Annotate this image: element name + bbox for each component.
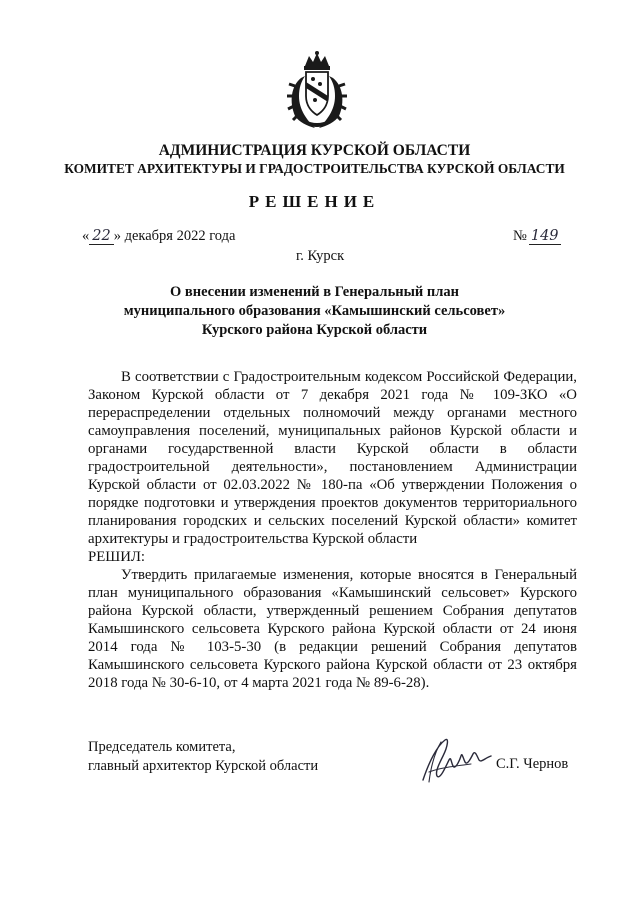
document-city: г. Курск xyxy=(296,248,345,264)
date-rest: » декабря 2022 года xyxy=(113,228,236,244)
title-line-3: Курского района Курской области xyxy=(201,322,428,338)
document-body xyxy=(88,368,577,692)
resolved-label: РЕШИЛ: xyxy=(88,549,146,565)
document-type-heading: РЕШЕНИЕ xyxy=(248,192,381,211)
body-paragraph-decision: Утвердить прилагаемые изменения, которые вносятся в Генеральный план муниципального образования «Камышинский сельсовет» Курского района Курской области, утвержденный решением Собрания депутатов Камышинского сельсовета Курского района Курской области от 24 июня 2014 года № 103-5-30 (в редакции решений Собрания депутатов Камышинского сельсовета Курского района Курской области от 23 октября 2018 года № 30-6-10, от 4 марта 2021 года № 89-6-28). xyxy=(88,567,577,691)
signer-name: С.Г. Чернов xyxy=(496,756,569,772)
date-day-handwritten: 22 xyxy=(89,229,113,245)
title-line-1: О внесении изменений в Генеральный план xyxy=(169,284,459,300)
signer-position-line-1: Председатель комитета, xyxy=(88,739,236,755)
date-quote-open: « xyxy=(82,228,90,244)
signer-position xyxy=(88,738,318,776)
number-prefix: № xyxy=(513,228,527,244)
title-line-2: муниципального образования «Камышинский сельсовет» xyxy=(123,303,506,319)
body-paragraph-preamble: В соответствии с Градостроительным кодексом Российской Федерации, Законом Курской области от 7 декабря 2021 года № 109-ЗКО «О перераспределении отдельных полномочий между органами местного самоуправления поселений, муниципальных районов Курской области и органами государственной власти Курской области в области градостроительной деятельности», постановлением Администрации Курской области от 02.03.2022 № 180-па «Об утверждении Положения о порядке подготовки и утверждения проектов документов территориального планирования городских и сельских поселений Курской области» комитет архитектуры и градостроительства Курской области xyxy=(88,369,577,547)
document-number xyxy=(513,228,561,245)
organization-name: АДМИНИСТРАЦИЯ КУРСКОЙ ОБЛАСТИ xyxy=(158,142,471,159)
signer-position-line-2: главный архитектор Курской области xyxy=(88,758,319,774)
committee-name: КОМИТЕТ АРХИТЕКТУРЫ И ГРАДОСТРОИТЕЛЬСТВА КУРСКОЙ ОБЛАСТИ xyxy=(64,161,565,176)
document-title xyxy=(0,283,629,340)
number-handwritten: 149 xyxy=(530,228,559,244)
document-date xyxy=(82,228,235,245)
handwritten-signature-icon xyxy=(415,732,495,787)
coat-of-arms-icon xyxy=(287,50,347,130)
